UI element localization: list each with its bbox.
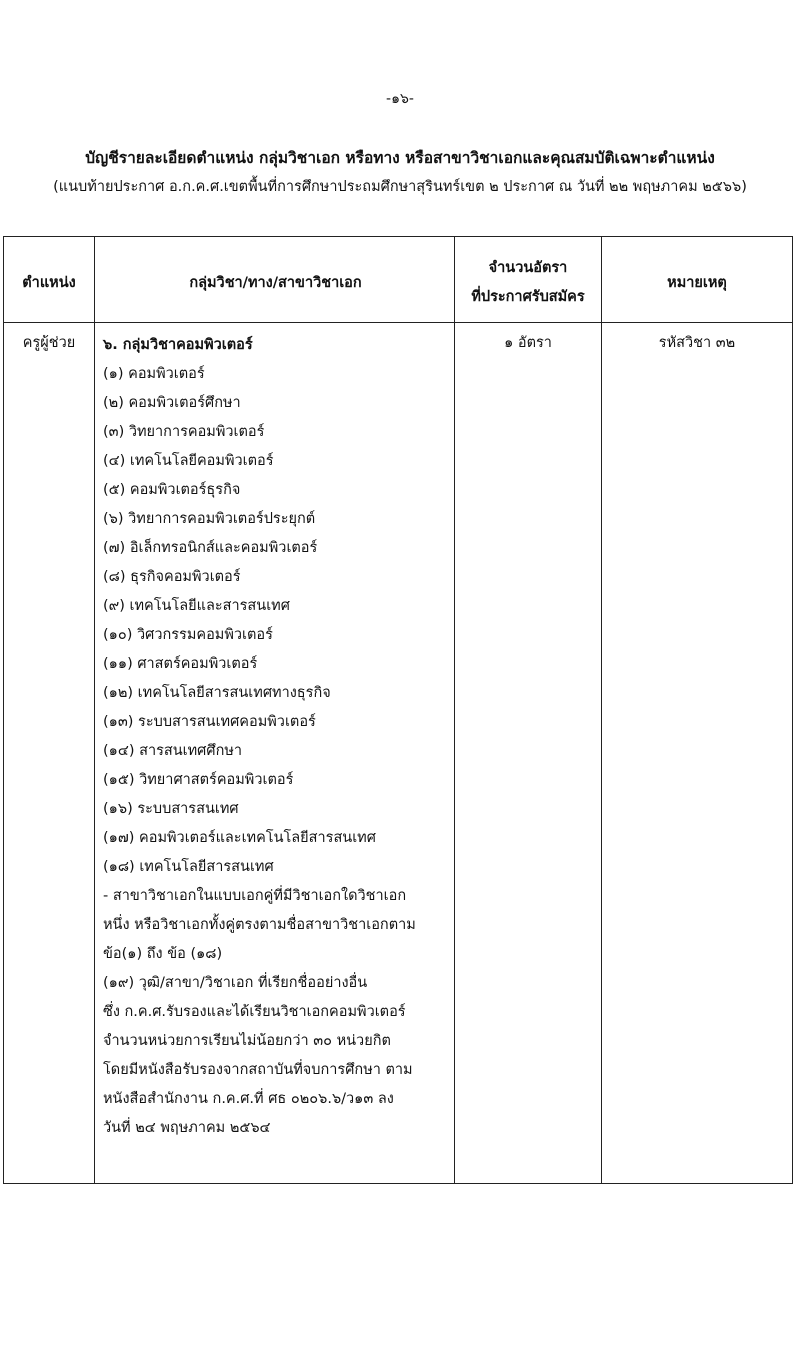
list-item: (๙) เทคโนโลยีและสารสนเทศ: [103, 598, 290, 614]
page-number: -๑๖-: [386, 91, 414, 107]
list-item: (๑๙) วุฒิ/สาขา/วิชาเอก ที่เรียกชื่ออย่างอื่น: [103, 975, 368, 991]
list-item: (๑๓) ระบบสารสนเทศคอมพิวเตอร์: [103, 714, 316, 730]
list-item: จำนวนหน่วยการเรียนไม่น้อยกว่า ๓๐ หน่วยกิต: [103, 1033, 391, 1049]
subject-list: [103, 360, 448, 1143]
list-item: (๕) คอมพิวเตอร์ธุรกิจ: [103, 482, 241, 498]
group-title: ๖. กลุ่มวิชาคอมพิวเตอร์: [103, 337, 253, 353]
list-item: (๑๖) ระบบสารสนเทศ: [103, 801, 239, 817]
list-item: (๒) คอมพิวเตอร์ศึกษา: [103, 395, 241, 411]
table-row: [4, 323, 793, 1184]
document-subtitle: (แนบท้ายประกาศ อ.ก.ค.ศ.เขตพื้นที่การศึกษาประถมศึกษาสุรินทร์เขต ๒ ประกาศ ณ วันที่ ๒๒ พฤษภาคม ๒๕๖๖): [53, 179, 747, 195]
list-item: (๑๕) วิทยาศาสตร์คอมพิวเตอร์: [103, 772, 294, 788]
header-position: ตำแหน่ง: [4, 237, 95, 323]
list-item: (๑๘) เทคโนโลยีสารสนเทศ: [103, 859, 274, 875]
list-item: (๓) วิทยาการคอมพิวเตอร์: [103, 424, 265, 440]
list-item: หนังสือสำนักงาน ก.ค.ศ.ที่ ศธ ๐๒๐๖.๖/ว๑๓ ลง: [103, 1091, 394, 1107]
list-item: โดยมีหนังสือรับรองจากสถาบันที่จบการศึกษา ตาม: [103, 1062, 413, 1078]
header-count-line1: จำนวนอัตรา: [488, 260, 568, 276]
header-note: หมายเหตุ: [602, 237, 793, 323]
cell-note: รหัสวิชา ๓๒: [602, 323, 793, 1184]
cell-count: ๑ อัตรา: [455, 323, 602, 1184]
cell-position: ครูผู้ช่วย: [4, 323, 95, 1184]
list-item: (๑๐) วิศวกรรมคอมพิวเตอร์: [103, 627, 273, 643]
header-count-line2: ที่ประกาศรับสมัคร: [471, 289, 585, 305]
list-item: (๗) อิเล็กทรอนิกส์และคอมพิวเตอร์: [103, 540, 318, 556]
list-item: (๘) ธุรกิจคอมพิวเตอร์: [103, 569, 241, 585]
list-item: (๑๗) คอมพิวเตอร์และเทคโนโลยีสารสนเทศ: [103, 830, 376, 846]
list-item: หนึ่ง หรือวิชาเอกทั้งคู่ตรงตามชื่อสาขาวิชาเอกตาม: [103, 917, 416, 933]
table-header-row: [4, 237, 793, 323]
list-item: - สาขาวิชาเอกในแบบเอกคู่ที่มีวิชาเอกใดวิชาเอก: [103, 888, 407, 904]
position-table: [3, 236, 793, 1184]
list-item: (๖) วิทยาการคอมพิวเตอร์ประยุกต์: [103, 511, 316, 527]
header-subject-group: กลุ่มวิชา/ทาง/สาขาวิชาเอก: [95, 237, 455, 323]
list-item: (๑๑) ศาสตร์คอมพิวเตอร์: [103, 656, 258, 672]
list-item: (๔) เทคโนโลยีคอมพิวเตอร์: [103, 453, 274, 469]
list-item: (๑๒) เทคโนโลยีสารสนเทศทางธุรกิจ: [103, 685, 331, 701]
cell-subject-group: [95, 323, 455, 1184]
list-item: ข้อ(๑) ถึง ข้อ (๑๘): [103, 946, 223, 962]
header-count: [455, 237, 602, 323]
list-item: ซึ่ง ก.ค.ศ.รับรองและได้เรียนวิชาเอกคอมพิวเตอร์: [103, 1004, 406, 1020]
list-item: วันที่ ๒๔ พฤษภาคม ๒๕๖๔: [103, 1120, 271, 1136]
document-title: บัญชีรายละเอียดตำแหน่ง กลุ่มวิชาเอก หรือทาง หรือสาขาวิชาเอกและคุณสมบัติเฉพาะตำแหน่ง: [85, 149, 715, 167]
list-item: (๑๔) สารสนเทศศึกษา: [103, 743, 243, 759]
list-item: (๑) คอมพิวเตอร์: [103, 366, 205, 382]
